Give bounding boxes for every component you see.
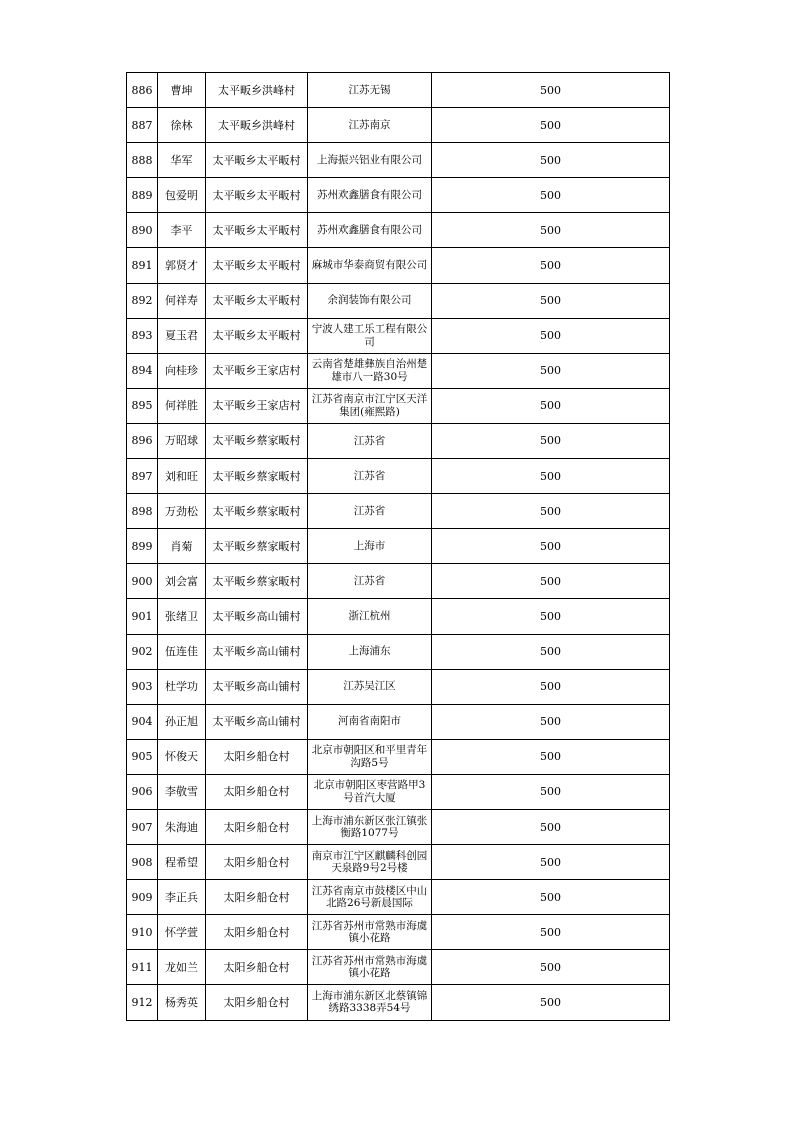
village-cell-text: 太平畈乡蔡家畈村	[212, 574, 301, 588]
village-cell-text: 太平畈乡太平畈村	[212, 188, 301, 202]
row-number-cell	[127, 564, 158, 599]
amount-cell-text: 500	[540, 715, 561, 729]
amount-cell	[432, 529, 670, 564]
destination-cell-text: 江苏省	[353, 434, 386, 447]
person-name-cell	[158, 353, 206, 388]
destination-cell-text: 麻城市华泰商贸有限公司	[311, 259, 428, 272]
amount-cell	[432, 283, 670, 318]
table-row	[127, 388, 670, 423]
village-cell	[206, 353, 308, 388]
table-row	[127, 283, 670, 318]
village-cell-text: 太平畈乡蔡家畈村	[212, 504, 301, 518]
row-number-cell-text: 909	[131, 890, 153, 904]
destination-cell-text: 浙江杭州	[348, 610, 391, 623]
amount-cell	[432, 318, 670, 353]
amount-cell	[432, 669, 670, 704]
village-cell-text: 太平畈乡太平畈村	[212, 329, 301, 343]
table-row	[127, 845, 670, 880]
amount-cell	[432, 73, 670, 108]
table-row	[127, 318, 670, 353]
village-cell-text: 太阳乡船仓村	[223, 855, 290, 869]
person-name-cell	[158, 213, 206, 248]
row-number-cell	[127, 669, 158, 704]
village-cell	[206, 213, 308, 248]
village-cell	[206, 739, 308, 774]
amount-cell-text: 500	[540, 399, 561, 413]
person-name-cell-text: 包爱明	[165, 188, 198, 202]
amount-cell-text: 500	[540, 364, 561, 378]
village-cell	[206, 599, 308, 634]
village-cell-text: 太平畈乡太平畈村	[212, 294, 301, 308]
village-cell-text: 太阳乡船仓村	[223, 995, 290, 1009]
destination-cell	[308, 564, 432, 599]
amount-cell-text: 500	[540, 504, 561, 518]
table-row	[127, 634, 670, 669]
amount-cell-text: 500	[540, 645, 561, 659]
amount-cell	[432, 634, 670, 669]
person-name-cell	[158, 985, 206, 1020]
amount-cell-text: 500	[540, 188, 561, 202]
destination-cell-text: 江苏省	[353, 504, 386, 517]
person-name-cell-text: 徐林	[170, 118, 193, 132]
village-cell-text: 太阳乡船仓村	[223, 890, 290, 904]
amount-cell	[432, 774, 670, 809]
row-number-cell	[127, 213, 158, 248]
village-cell-text: 太平畈乡高山铺村	[212, 645, 301, 659]
row-number-cell-text: 899	[131, 539, 153, 553]
person-name-cell	[158, 809, 206, 844]
row-number-cell-text: 908	[131, 855, 153, 869]
village-cell	[206, 809, 308, 844]
table-row	[127, 248, 670, 283]
row-number-cell-text: 902	[131, 645, 153, 659]
destination-cell	[308, 809, 432, 844]
person-name-cell	[158, 774, 206, 809]
person-name-cell-text: 怀学萱	[165, 925, 198, 939]
amount-cell	[432, 599, 670, 634]
destination-cell	[308, 880, 432, 915]
amount-cell	[432, 880, 670, 915]
destination-cell-text: 上海市	[353, 540, 386, 553]
destination-cell-text: 上海市浦东新区北蔡镇锦绣路3338弄54号	[311, 989, 428, 1015]
table-row	[127, 739, 670, 774]
village-cell-text: 太平畈乡王家店村	[212, 399, 301, 413]
amount-cell-text: 500	[540, 995, 561, 1009]
row-number-cell	[127, 353, 158, 388]
row-number-cell-text: 897	[131, 469, 153, 483]
table-row	[127, 459, 670, 494]
table-row	[127, 809, 670, 844]
row-number-cell	[127, 985, 158, 1020]
person-name-cell-text: 怀俊天	[165, 750, 198, 764]
destination-cell	[308, 845, 432, 880]
row-number-cell	[127, 950, 158, 985]
person-name-cell	[158, 669, 206, 704]
person-name-cell	[158, 318, 206, 353]
village-cell-text: 太平畈乡蔡家畈村	[212, 469, 301, 483]
table-row	[127, 564, 670, 599]
row-number-cell	[127, 739, 158, 774]
person-name-cell-text: 郭贤才	[165, 259, 198, 273]
row-number-cell-text: 904	[131, 715, 153, 729]
amount-cell	[432, 845, 670, 880]
person-name-cell	[158, 634, 206, 669]
village-cell-text: 太阳乡船仓村	[223, 820, 290, 834]
row-number-cell	[127, 318, 158, 353]
amount-cell	[432, 739, 670, 774]
person-name-cell-text: 朱海迪	[165, 820, 198, 834]
row-number-cell-text: 893	[131, 329, 153, 343]
row-number-cell	[127, 634, 158, 669]
village-cell	[206, 73, 308, 108]
row-number-cell-text: 889	[131, 188, 153, 202]
amount-cell	[432, 423, 670, 458]
destination-cell-text: 江苏吴江区	[343, 680, 396, 693]
village-cell	[206, 423, 308, 458]
amount-cell	[432, 178, 670, 213]
row-number-cell-text: 910	[131, 925, 153, 939]
person-name-cell-text: 何祥寿	[165, 294, 198, 308]
row-number-cell-text: 907	[131, 820, 153, 834]
village-cell	[206, 915, 308, 950]
row-number-cell-text: 898	[131, 504, 153, 518]
amount-cell	[432, 213, 670, 248]
village-cell	[206, 459, 308, 494]
amount-cell-text: 500	[540, 469, 561, 483]
destination-cell-text: 河南省南阳市	[338, 715, 401, 728]
person-name-cell	[158, 423, 206, 458]
amount-cell	[432, 248, 670, 283]
row-number-cell	[127, 248, 158, 283]
village-cell	[206, 108, 308, 143]
destination-cell-text: 江苏省	[353, 575, 386, 588]
amount-cell-text: 500	[540, 153, 561, 167]
row-number-cell-text: 911	[131, 960, 153, 974]
destination-cell	[308, 318, 432, 353]
table-row	[127, 880, 670, 915]
amount-cell	[432, 494, 670, 529]
amount-cell	[432, 950, 670, 985]
amount-cell-text: 500	[540, 539, 561, 553]
village-cell	[206, 178, 308, 213]
destination-cell	[308, 599, 432, 634]
row-number-cell	[127, 880, 158, 915]
row-number-cell	[127, 108, 158, 143]
table-row	[127, 529, 670, 564]
destination-cell	[308, 108, 432, 143]
destination-cell	[308, 143, 432, 178]
row-number-cell	[127, 459, 158, 494]
destination-cell	[308, 704, 432, 739]
amount-cell-text: 500	[540, 925, 561, 939]
amount-cell	[432, 809, 670, 844]
destination-cell	[308, 529, 432, 564]
person-name-cell-text: 杜学功	[165, 680, 198, 694]
amount-cell-text: 500	[540, 855, 561, 869]
village-cell-text: 太平畈乡太平畈村	[212, 259, 301, 273]
destination-cell-text: 江苏南京	[348, 118, 391, 131]
table-row	[127, 774, 670, 809]
destination-cell-text: 苏州欢鑫膳食有限公司	[317, 189, 422, 202]
row-number-cell	[127, 143, 158, 178]
destination-cell	[308, 283, 432, 318]
table-row	[127, 178, 670, 213]
row-number-cell-text: 912	[131, 995, 153, 1009]
village-cell-text: 太平畈乡高山铺村	[212, 715, 301, 729]
amount-cell	[432, 704, 670, 739]
destination-cell-text: 云南省楚雄彝族自治州楚雄市八一路30号	[311, 358, 428, 383]
village-cell	[206, 529, 308, 564]
table-row	[127, 985, 670, 1020]
village-cell	[206, 388, 308, 423]
table-row	[127, 599, 670, 634]
table-row	[127, 108, 670, 143]
village-cell-text: 太平畈乡王家店村	[212, 364, 301, 378]
person-name-cell-text: 李正兵	[165, 890, 198, 904]
person-name-cell-text: 万昭球	[165, 434, 198, 448]
amount-cell-text: 500	[540, 574, 561, 588]
row-number-cell-text: 901	[131, 609, 153, 623]
row-number-cell-text: 895	[131, 399, 153, 413]
village-cell-text: 太平畈乡洪峰村	[218, 118, 295, 132]
row-number-cell	[127, 283, 158, 318]
amount-cell	[432, 564, 670, 599]
person-name-cell-text: 何祥胜	[165, 399, 198, 413]
person-name-cell	[158, 108, 206, 143]
person-name-cell-text: 夏玉君	[165, 329, 198, 343]
destination-cell	[308, 213, 432, 248]
person-name-cell	[158, 178, 206, 213]
destination-cell	[308, 915, 432, 950]
person-name-cell	[158, 283, 206, 318]
amount-cell-text: 500	[540, 820, 561, 834]
amount-cell	[432, 459, 670, 494]
row-number-cell	[127, 774, 158, 809]
row-number-cell	[127, 599, 158, 634]
row-number-cell-text: 890	[131, 223, 153, 237]
person-name-cell-text: 向桂珍	[165, 364, 198, 378]
amount-cell-text: 500	[540, 329, 561, 343]
destination-cell-text: 北京市朝阳区和平里青年沟路5号	[311, 744, 428, 769]
village-cell	[206, 704, 308, 739]
table-row	[127, 494, 670, 529]
destination-cell	[308, 950, 432, 985]
destination-cell	[308, 73, 432, 108]
row-number-cell	[127, 915, 158, 950]
village-cell-text: 太平畈乡蔡家畈村	[212, 434, 301, 448]
village-cell-text: 太阳乡船仓村	[223, 750, 290, 764]
amount-cell	[432, 915, 670, 950]
table-row	[127, 73, 670, 108]
table-row	[127, 423, 670, 458]
person-name-cell	[158, 915, 206, 950]
person-name-cell	[158, 143, 206, 178]
village-cell	[206, 774, 308, 809]
destination-cell	[308, 634, 432, 669]
person-name-cell	[158, 950, 206, 985]
person-name-cell	[158, 248, 206, 283]
table-body	[127, 73, 670, 1021]
village-cell	[206, 494, 308, 529]
person-name-cell-text: 华军	[170, 153, 193, 167]
person-name-cell	[158, 599, 206, 634]
row-number-cell-text: 900	[131, 574, 153, 588]
village-cell	[206, 634, 308, 669]
village-cell	[206, 564, 308, 599]
person-name-cell-text: 杨秀英	[165, 995, 198, 1009]
row-number-cell-text: 891	[131, 259, 153, 273]
village-cell-text: 太平畈乡太平畈村	[212, 153, 301, 167]
village-cell	[206, 845, 308, 880]
village-cell-text: 太阳乡船仓村	[223, 925, 290, 939]
amount-cell-text: 500	[540, 890, 561, 904]
row-number-cell	[127, 809, 158, 844]
village-cell-text: 太平畈乡蔡家畈村	[212, 539, 301, 553]
row-number-cell	[127, 529, 158, 564]
village-cell-text: 太阳乡船仓村	[223, 785, 290, 799]
table-row	[127, 704, 670, 739]
person-name-cell-text: 曹坤	[170, 83, 193, 97]
destination-cell	[308, 739, 432, 774]
row-number-cell-text: 905	[131, 750, 153, 764]
destination-cell	[308, 248, 432, 283]
subsidy-table	[126, 72, 670, 1021]
row-number-cell-text: 888	[131, 153, 153, 167]
village-cell	[206, 950, 308, 985]
destination-cell	[308, 669, 432, 704]
person-name-cell	[158, 739, 206, 774]
destination-cell	[308, 423, 432, 458]
person-name-cell-text: 程希望	[165, 855, 198, 869]
table-row	[127, 915, 670, 950]
person-name-cell	[158, 494, 206, 529]
village-cell	[206, 318, 308, 353]
village-cell	[206, 283, 308, 318]
amount-cell-text: 500	[540, 259, 561, 273]
destination-cell-text: 江苏省苏州市常熟市海虞镇小花路	[311, 919, 428, 945]
village-cell	[206, 880, 308, 915]
person-name-cell-text: 刘和旺	[165, 469, 198, 483]
person-name-cell	[158, 880, 206, 915]
amount-cell-text: 500	[540, 223, 561, 237]
row-number-cell	[127, 423, 158, 458]
person-name-cell-text: 孙正旭	[165, 715, 198, 729]
destination-cell-text: 南京市江宁区麒麟科创园天泉路9号2号楼	[311, 849, 428, 875]
destination-cell	[308, 985, 432, 1020]
amount-cell-text: 500	[540, 118, 561, 132]
amount-cell-text: 500	[540, 750, 561, 764]
amount-cell-text: 500	[540, 83, 561, 97]
person-name-cell	[158, 529, 206, 564]
row-number-cell-text: 886	[131, 83, 153, 97]
destination-cell-text: 苏州欢鑫膳食有限公司	[317, 224, 422, 237]
destination-cell	[308, 459, 432, 494]
amount-cell-text: 500	[540, 680, 561, 694]
village-cell-text: 太平畈乡高山铺村	[212, 680, 301, 694]
person-name-cell	[158, 388, 206, 423]
person-name-cell-text: 张绪卫	[165, 609, 198, 623]
person-name-cell-text: 龙如兰	[165, 960, 198, 974]
destination-cell-text: 江苏无锡	[348, 83, 391, 96]
person-name-cell	[158, 73, 206, 108]
destination-cell-text: 上海市浦东新区张江镇张衡路1077号	[311, 814, 428, 840]
destination-cell-text: 江苏省南京市鼓楼区中山北路26号新晨国际	[311, 884, 428, 910]
destination-cell-text: 江苏省	[353, 469, 386, 482]
person-name-cell	[158, 564, 206, 599]
person-name-cell-text: 李平	[170, 223, 193, 237]
person-name-cell	[158, 704, 206, 739]
row-number-cell-text: 892	[131, 294, 153, 308]
destination-cell	[308, 388, 432, 423]
person-name-cell-text: 刘会富	[165, 574, 198, 588]
village-cell-text: 太平畈乡太平畈村	[212, 223, 301, 237]
person-name-cell	[158, 845, 206, 880]
row-number-cell-text: 903	[131, 680, 153, 694]
table-row	[127, 950, 670, 985]
destination-cell-text: 余润装饰有限公司	[327, 294, 412, 307]
person-name-cell-text: 万劲松	[165, 504, 198, 518]
amount-cell	[432, 985, 670, 1020]
village-cell	[206, 248, 308, 283]
amount-cell-text: 500	[540, 434, 561, 448]
amount-cell	[432, 353, 670, 388]
amount-cell-text: 500	[540, 609, 561, 623]
village-cell-text: 太平畈乡洪峰村	[218, 83, 295, 97]
amount-cell-text: 500	[540, 960, 561, 974]
village-cell-text: 太平畈乡高山铺村	[212, 609, 301, 623]
amount-cell-text: 500	[540, 785, 561, 799]
row-number-cell	[127, 178, 158, 213]
destination-cell-text: 宁波人建工乐工程有限公司	[311, 323, 428, 348]
destination-cell-text: 江苏省苏州市常熟市海虞镇小花路	[311, 954, 428, 980]
table-row	[127, 213, 670, 248]
village-cell	[206, 143, 308, 178]
person-name-cell-text: 伍连佳	[165, 645, 198, 659]
row-number-cell-text: 906	[131, 785, 153, 799]
destination-cell	[308, 494, 432, 529]
destination-cell-text: 上海浦东	[348, 645, 391, 658]
village-cell-text: 太阳乡船仓村	[223, 960, 290, 974]
row-number-cell-text: 894	[131, 364, 153, 378]
table-row	[127, 669, 670, 704]
destination-cell	[308, 774, 432, 809]
row-number-cell	[127, 845, 158, 880]
amount-cell	[432, 388, 670, 423]
amount-cell	[432, 143, 670, 178]
row-number-cell	[127, 494, 158, 529]
destination-cell-text: 江苏省南京市江宁区天洋集团(雍熙路)	[311, 393, 428, 418]
row-number-cell	[127, 388, 158, 423]
destination-cell	[308, 353, 432, 388]
destination-cell-text: 上海振兴铝业有限公司	[317, 153, 422, 166]
table-row	[127, 353, 670, 388]
row-number-cell	[127, 704, 158, 739]
table-row	[127, 143, 670, 178]
person-name-cell-text: 肖菊	[170, 539, 193, 553]
row-number-cell	[127, 73, 158, 108]
person-name-cell	[158, 459, 206, 494]
row-number-cell-text: 896	[131, 434, 153, 448]
row-number-cell-text: 887	[131, 118, 153, 132]
destination-cell-text: 北京市朝阳区枣营路甲3号首汽大厦	[313, 779, 426, 804]
village-cell	[206, 669, 308, 704]
village-cell	[206, 985, 308, 1020]
person-name-cell-text: 李敬雪	[165, 785, 198, 799]
destination-cell	[308, 178, 432, 213]
amount-cell-text: 500	[540, 294, 561, 308]
amount-cell	[432, 108, 670, 143]
